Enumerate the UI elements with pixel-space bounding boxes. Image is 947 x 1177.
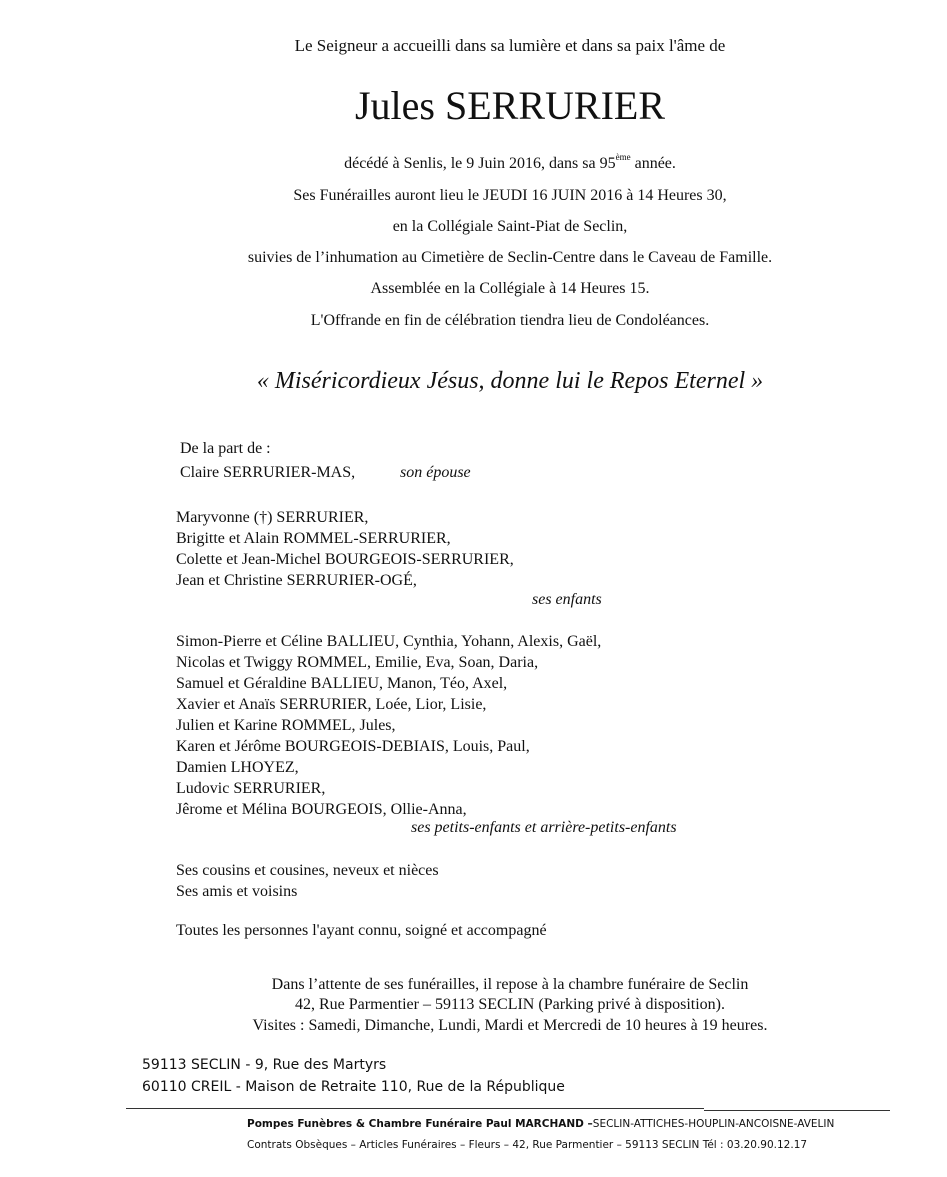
list-item: Maryvonne (†) SERRURIER, [176,509,369,526]
list-item: Brigitte et Alain ROMMEL-SERRURIER, [176,530,451,547]
children-list [176,507,514,591]
grandchildren-list [176,631,601,820]
burial-line: suivies de l’inhumation au Cimetière de Seclin-Centre dans le Caveau de Famille. [247,249,773,266]
address-seclin: 59113 SECLIN - 9, Rue des Martyrs [142,1057,387,1073]
list-item: Damien LHOYEZ, [176,759,299,776]
death-line [0,152,947,173]
ordinal-suffix: ème [615,152,631,162]
children-role: ses enfants [532,591,602,608]
list-item: Nicolas et Twiggy ROMMEL, Emilie, Eva, Soan, Daria, [176,654,539,671]
prayer-quote: « Miséricordieux Jésus, donne lui le Repos Eternel » [256,368,764,394]
spouse-role: son épouse [400,464,471,481]
intro-line: Le Seigneur a accueilli dans sa lumière et dans sa paix l'âme de [294,36,726,55]
from-label: De la part de : [180,440,271,457]
rest-line-1: Dans l’attente de ses funérailles, il repose à la chambre funéraire de Seclin [271,976,749,993]
rest-line-2: 42, Rue Parmentier – 59113 SECLIN (Parking privé à disposition). [294,996,725,1013]
list-item: Simon-Pierre et Céline BALLIEU, Cynthia, Yohann, Alexis, Gaël, [176,633,602,650]
list-item: Colette et Jean-Michel BOURGEOIS-SERRURIER, [176,551,514,568]
death-text: décédé à Senlis, le 9 Juin 2016, dans sa 95 [344,155,616,172]
grandchildren-role: ses petits-enfants et arrière-petits-enfants [411,819,677,836]
footer-company: Pompes Funèbres & Chambre Funéraire Paul MARCHAND – [247,1118,593,1130]
spouse-name: Claire SERRURIER-MAS, [180,464,356,481]
list-item: Ludovic SERRURIER, [176,780,326,797]
list-item: Julien et Karine ROMMEL, Jules, [176,717,396,734]
footer-divider [126,1108,704,1109]
footer-divider-right [704,1110,890,1111]
closing-line: Toutes les personnes l'ayant connu, soigné et accompagné [176,922,547,939]
list-item: Jêrome et Mélina BOURGEOIS, Ollie-Anna, [176,801,467,818]
list-item: Ses cousins et cousines, neveux et nièces [176,862,439,879]
church-line: en la Collégiale Saint-Piat de Seclin, [392,218,628,235]
deceased-name: Jules SERRURIER [354,83,666,128]
footer-towns: SECLIN-ATTICHES-HOUPLIN-ANCOISNE-AVELIN [592,1118,835,1130]
list-item: Xavier et Anaïs SERRURIER, Loée, Lior, Lisie, [176,696,487,713]
list-item: Samuel et Géraldine BALLIEU, Manon, Téo, Axel, [176,675,508,692]
offering-line: L'Offrande en fin de célébration tiendra lieu de Condoléances. [310,312,710,329]
list-item: Ses amis et voisins [176,883,298,900]
list-item: Jean et Christine SERRURIER-OGÉ, [176,572,417,589]
rest-line-3: Visites : Samedi, Dimanche, Lundi, Mardi et Mercredi de 10 heures à 19 heures. [252,1017,768,1034]
footer-company-line [247,1118,834,1130]
others-list [176,860,439,902]
list-item: Karen et Jérôme BOURGEOIS-DEBIAIS, Louis, Paul, [176,738,530,755]
funeral-line: Ses Funérailles auront lieu le JEUDI 16 JUIN 2016 à 14 Heures 30, [293,187,727,204]
death-year-text: année. [630,155,676,172]
footer-contracts: Contrats Obsèques – Articles Funéraires – Fleurs – 42, Rue Parmentier – 59113 SECLIN Tél : 03.20.90.12.17 [247,1139,808,1151]
assembly-line: Assemblée en la Collégiale à 14 Heures 15. [370,280,650,297]
address-creil: 60110 CREIL - Maison de Retraite 110, Rue de la République [142,1079,565,1095]
